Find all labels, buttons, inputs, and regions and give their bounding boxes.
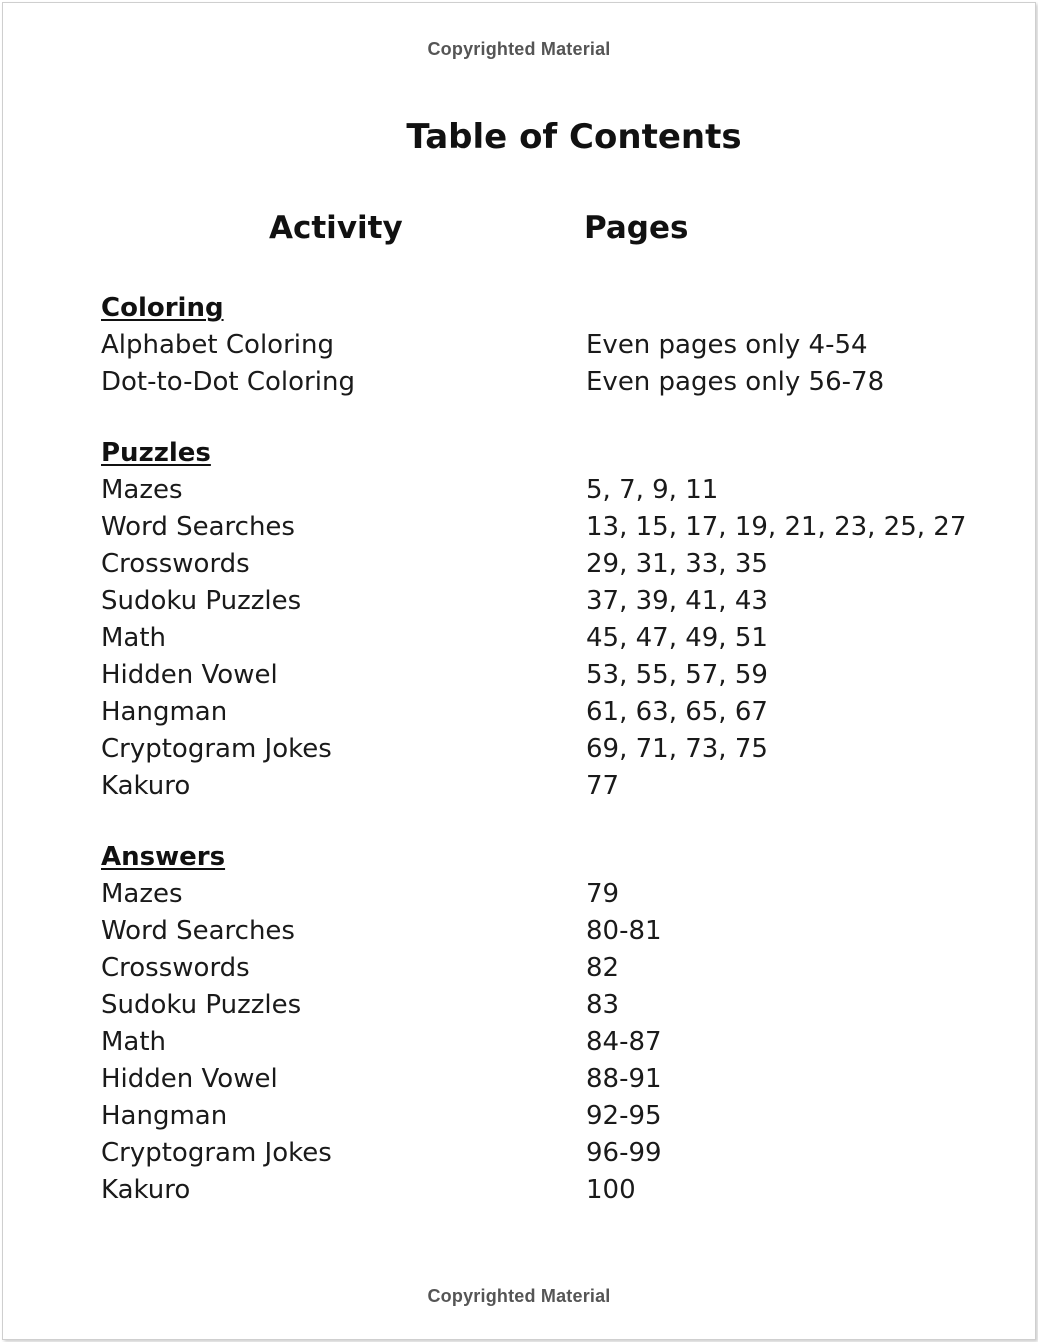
toc-row [101,694,1001,731]
page-numbers: 53, 55, 57, 59 [586,660,768,690]
page-numbers: 82 [586,953,620,983]
toc-row [101,1024,1001,1061]
section-heading: Coloring [101,293,224,323]
pages-column-header: Pages [584,210,689,246]
toc-row [101,1172,1001,1209]
toc-section-coloring [101,290,1001,401]
activity-name: Kakuro [101,1175,191,1205]
activity-name: Crosswords [101,953,250,983]
activity-name: Kakuro [101,771,191,801]
toc-row [101,583,1001,620]
page-numbers: 92-95 [586,1101,662,1131]
activity-name: Dot-to-Dot Coloring [101,367,355,397]
toc-row [101,1135,1001,1172]
toc-row [101,768,1001,805]
toc-row [101,731,1001,768]
activity-name: Hidden Vowel [101,1064,278,1094]
activity-name: Sudoku Puzzles [101,586,302,616]
toc-row [101,472,1001,509]
activity-name: Sudoku Puzzles [101,990,302,1020]
page-numbers: 69, 71, 73, 75 [586,734,768,764]
activity-name: Cryptogram Jokes [101,1138,332,1168]
toc-row [101,1061,1001,1098]
toc-row [101,950,1001,987]
page-numbers: 84-87 [586,1027,662,1057]
copyright-header: Copyrighted Material [427,39,611,59]
toc-row [101,987,1001,1024]
document-page [2,2,1036,1340]
toc-sections [101,290,1001,1243]
toc-row [101,657,1001,694]
page-numbers: 77 [586,771,620,801]
page-numbers: 61, 63, 65, 67 [586,697,768,727]
activity-name: Word Searches [101,916,295,946]
activity-name: Cryptogram Jokes [101,734,332,764]
page-numbers: 88-91 [586,1064,662,1094]
toc-row [101,364,1001,401]
page-numbers: Even pages only 4-54 [586,330,868,360]
page-numbers: 96-99 [586,1138,662,1168]
activity-name: Mazes [101,879,183,909]
activity-name: Hangman [101,1101,228,1131]
page-numbers: 13, 15, 17, 19, 21, 23, 25, 27 [586,512,967,542]
page-numbers: 83 [586,990,620,1020]
section-heading: Puzzles [101,438,211,468]
activity-name: Alphabet Coloring [101,330,334,360]
toc-section-puzzles [101,435,1001,805]
activity-name: Hidden Vowel [101,660,278,690]
toc-row [101,913,1001,950]
copyright-footer: Copyrighted Material [427,1286,611,1306]
toc-section-answers [101,839,1001,1209]
page-numbers: 100 [586,1175,636,1205]
toc-row [101,876,1001,913]
page-numbers: 29, 31, 33, 35 [586,549,768,579]
toc-row [101,509,1001,546]
page-numbers: Even pages only 56-78 [586,367,885,397]
toc-row [101,327,1001,364]
page-title: Table of Contents [406,117,742,157]
page-numbers: 37, 39, 41, 43 [586,586,768,616]
page-numbers: 79 [586,879,620,909]
page-numbers: 45, 47, 49, 51 [586,623,768,653]
page-numbers: 80-81 [586,916,662,946]
activity-name: Mazes [101,475,183,505]
activity-name: Word Searches [101,512,295,542]
activity-name: Math [101,1027,167,1057]
toc-row [101,620,1001,657]
toc-row [101,546,1001,583]
activity-name: Crosswords [101,549,250,579]
activity-name: Hangman [101,697,228,727]
toc-row [101,1098,1001,1135]
activity-name: Math [101,623,167,653]
section-heading: Answers [101,842,226,872]
activity-column-header: Activity [269,210,403,246]
page-numbers: 5, 7, 9, 11 [586,475,719,505]
